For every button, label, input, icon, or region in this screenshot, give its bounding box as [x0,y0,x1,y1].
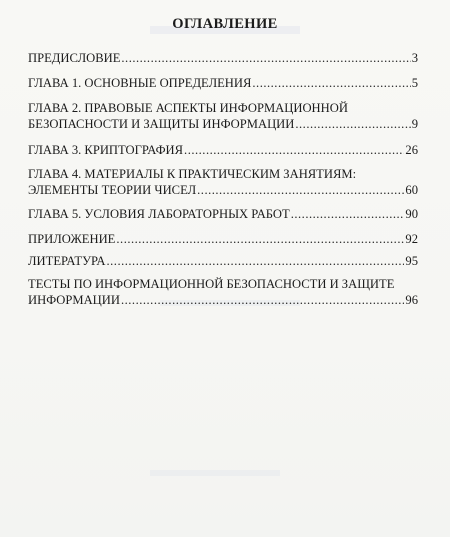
dot-leader [107,253,405,269]
toc-entry-references[interactable] [28,253,418,269]
toc-entry-label: ГЛАВА 5. УСЛОВИЯ ЛАБОРАТОРНЫХ РАБОТ [28,207,290,221]
toc-entry-preface[interactable] [28,50,418,66]
dot-leader [184,142,404,158]
toc-entry-tests[interactable] [28,276,418,308]
toc-entry-page: 5 [411,76,418,90]
toc-entry-page: 3 [411,51,418,65]
toc-entry-chapter-1[interactable] [28,75,418,91]
toc-entry-label: ЛИТЕРАТУРА [28,254,106,268]
toc-entry-chapter-3[interactable] [28,142,418,158]
toc-entry-page: 96 [405,293,418,307]
toc-title: ОГЛАВЛЕНИЕ [172,16,278,32]
toc-entry-label: ГЛАВА 1. ОСНОВНЫЕ ОПРЕДЕЛЕНИЯ [28,76,252,90]
toc-entry-chapter-5[interactable] [28,206,418,222]
dot-leader [121,50,410,66]
toc-entry-label: ТЕСТЫ ПО ИНФОРМАЦИОННОЙ БЕЗОПАСНОСТИ И ЗАЩИТЕ [28,277,395,291]
toc-entry-label: ГЛАВА 4. МАТЕРИАЛЫ К ПРАКТИЧЕСКИМ ЗАНЯТИЯМ: [28,167,357,181]
dot-leader [252,75,410,91]
toc-entry-appendix[interactable] [28,231,418,247]
toc-entry-page: 26 [405,143,418,157]
toc-entry-chapter-4[interactable] [28,166,418,198]
dot-leader [197,182,404,198]
toc-entry-label-continued: БЕЗОПАСНОСТИ И ЗАЩИТЫ ИНФОРМАЦИИ [28,117,295,131]
toc-entry-label: ПРИЛОЖЕНИЕ [28,232,116,246]
toc-entry-label: ГЛАВА 2. ПРАВОВЫЕ АСПЕКТЫ ИНФОРМАЦИОННОЙ [28,101,348,115]
toc-entry-label: ПРЕДИСЛОВИЕ [28,51,121,65]
toc-entry-label: ГЛАВА 3. КРИПТОГРАФИЯ [28,143,184,157]
toc-entry-label-continued: ИНФОРМАЦИИ [28,293,120,307]
dot-leader [291,206,405,222]
toc-entry-chapter-2[interactable] [28,100,418,132]
dot-leader [116,231,404,247]
dot-leader [121,292,404,308]
toc-entry-page: 95 [405,254,418,268]
toc-entry-page: 9 [411,117,418,131]
toc-entry-page: 92 [405,232,418,246]
toc-entry-page: 90 [405,207,418,221]
show-through-decoration [150,470,280,476]
toc-entry-page: 60 [405,183,418,197]
dot-leader [295,116,410,132]
toc-entry-label-continued: ЭЛЕМЕНТЫ ТЕОРИИ ЧИСЕЛ [28,183,197,197]
